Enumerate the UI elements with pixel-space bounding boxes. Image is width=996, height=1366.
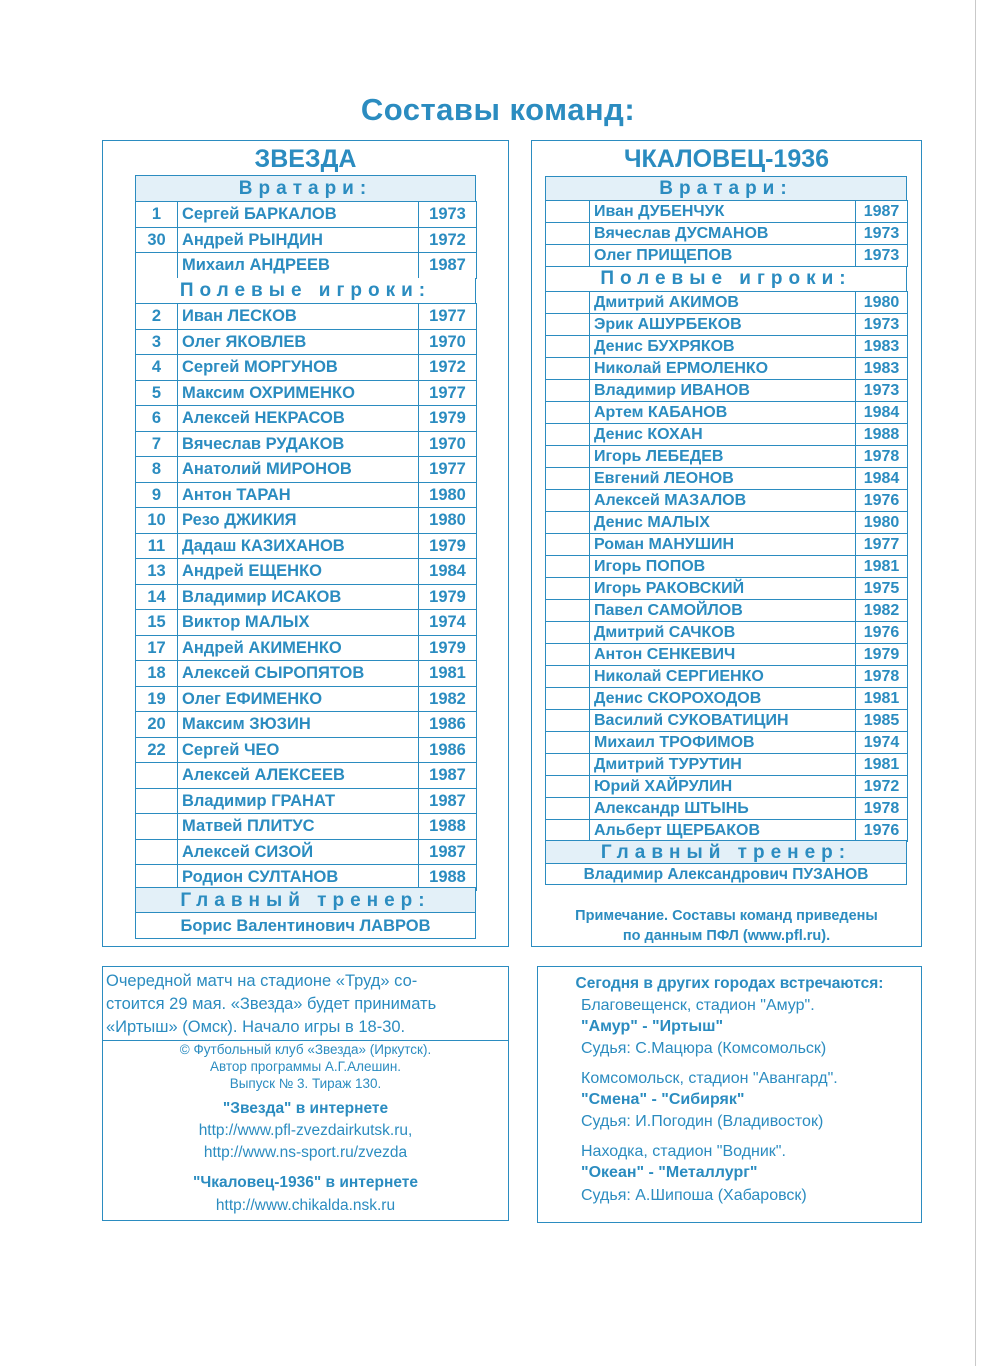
- player-name: Игорь ЛЕБЕДЕВ: [590, 446, 856, 468]
- player-name: Алексей СЫРОПЯТОВ: [178, 661, 419, 687]
- next-match-line2: стоится 29 мая. «Звезда» будет принимать: [106, 995, 437, 1013]
- chkalovets-coach-name: Владимир Александрович ПУЗАНОВ: [545, 863, 907, 885]
- player-name: Вячеслав РУДАКОВ: [178, 431, 419, 457]
- player-number: [546, 512, 590, 534]
- player-birth-year: 1979: [419, 635, 477, 661]
- player-number: 30: [136, 227, 178, 253]
- player-name: Роман МАНУШИН: [590, 534, 856, 556]
- player-name: Андрей РЫНДИН: [178, 227, 419, 253]
- player-birth-year: 1973: [856, 245, 908, 267]
- player-row: [546, 710, 908, 732]
- player-row: [546, 380, 908, 402]
- player-name: Михаил АНДРЕЕВ: [178, 253, 419, 279]
- match-3-referee: Судья: А.Шипоша (Хабаровск): [581, 1187, 807, 1204]
- info-divider: [102, 1040, 509, 1041]
- page-edge: [975, 0, 976, 1366]
- player-birth-year: 1976: [856, 490, 908, 512]
- player-birth-year: 1978: [856, 798, 908, 820]
- zvezda-url1[interactable]: http://www.pfl-zvezdairkutsk.ru,: [198, 1122, 413, 1139]
- player-birth-year: 1986: [419, 737, 477, 763]
- player-name: Дадаш КАЗИХАНОВ: [178, 533, 419, 559]
- chkalovets-team-title: ЧКАЛОВЕЦ-1936: [623, 145, 830, 173]
- player-number: 3: [136, 329, 178, 355]
- player-number: 22: [136, 737, 178, 763]
- zvezda-field-header: Полевые игроки:: [135, 278, 476, 304]
- player-birth-year: 1976: [856, 820, 908, 842]
- zvezda-coach-name: Борис Валентинович ЛАВРОВ: [135, 912, 476, 939]
- player-birth-year: 1979: [419, 406, 477, 432]
- chkalovets-note-line2: по данным ПФЛ (www.pfl.ru).: [622, 928, 831, 944]
- player-number: [546, 292, 590, 314]
- issue-line: Выпуск № 3. Тираж 130.: [229, 1076, 382, 1091]
- player-name: Иван ЛЕСКОВ: [178, 304, 419, 330]
- player-birth-year: 1972: [856, 776, 908, 798]
- player-number: 8: [136, 457, 178, 483]
- player-number: [546, 622, 590, 644]
- player-number: [546, 358, 590, 380]
- player-birth-year: 1983: [856, 336, 908, 358]
- player-number: 15: [136, 610, 178, 636]
- match-1-venue: Благовещенск, стадион "Амур".: [581, 997, 815, 1014]
- next-match-line1: Очередной матч на стадионе «Труд» со-: [106, 972, 418, 990]
- match-3-teams: "Океан" - "Металлург": [581, 1164, 758, 1181]
- player-birth-year: 1972: [419, 227, 477, 253]
- player-birth-year: 1977: [419, 457, 477, 483]
- player-row: [136, 406, 477, 432]
- player-number: [546, 314, 590, 336]
- player-birth-year: 1976: [856, 622, 908, 644]
- player-birth-year: 1975: [856, 578, 908, 600]
- player-row: [136, 788, 477, 814]
- player-row: [546, 534, 908, 556]
- player-row: [546, 688, 908, 710]
- player-birth-year: 1980: [856, 292, 908, 314]
- player-number: [136, 788, 178, 814]
- player-birth-year: 1981: [856, 556, 908, 578]
- player-birth-year: 1980: [856, 512, 908, 534]
- player-row: [136, 610, 477, 636]
- zvezda-field-table: [135, 303, 477, 891]
- player-row: [546, 512, 908, 534]
- player-number: 13: [136, 559, 178, 585]
- player-row: [546, 556, 908, 578]
- player-number: [546, 201, 590, 223]
- player-name: Денис СКОРОХОДОВ: [590, 688, 856, 710]
- player-name: Артем КАБАНОВ: [590, 402, 856, 424]
- player-name: Андрей АКИМЕНКО: [178, 635, 419, 661]
- player-birth-year: 1973: [419, 202, 477, 228]
- player-name: Андрей ЕЩЕНКО: [178, 559, 419, 585]
- chkalovets-goalkeepers-table: [545, 200, 908, 267]
- player-name: Михаил ТРОФИМОВ: [590, 732, 856, 754]
- player-name: Дмитрий АКИМОВ: [590, 292, 856, 314]
- copyright-line: © Футбольный клуб «Звезда» (Иркутск).: [179, 1042, 432, 1057]
- player-row: [136, 431, 477, 457]
- player-name: Родион СУЛТАНОВ: [178, 865, 419, 891]
- player-birth-year: 1984: [419, 559, 477, 585]
- player-name: Владимир ИВАНОВ: [590, 380, 856, 402]
- player-name: Иван ДУБЕНЧУК: [590, 201, 856, 223]
- player-birth-year: 1987: [419, 253, 477, 279]
- player-birth-year: 1984: [856, 402, 908, 424]
- player-birth-year: 1981: [856, 754, 908, 776]
- chkalovets-web-title: "Чкаловец-1936" в интернете: [193, 1174, 418, 1191]
- player-birth-year: 1970: [419, 329, 477, 355]
- player-number: 6: [136, 406, 178, 432]
- player-number: [546, 732, 590, 754]
- player-name: Матвей ПЛИТУС: [178, 814, 419, 840]
- player-name: Игорь ПОПОВ: [590, 556, 856, 578]
- player-birth-year: 1987: [419, 788, 477, 814]
- page-title: Составы команд:: [360, 92, 636, 127]
- player-number: 14: [136, 584, 178, 610]
- player-row: [546, 622, 908, 644]
- zvezda-goalkeepers-table: [135, 201, 477, 279]
- player-name: Сергей БАРКАЛОВ: [178, 202, 419, 228]
- player-row: [546, 402, 908, 424]
- player-number: [546, 710, 590, 732]
- player-name: Николай ЕРМОЛЕНКО: [590, 358, 856, 380]
- player-birth-year: 1973: [856, 223, 908, 245]
- player-birth-year: 1984: [856, 468, 908, 490]
- player-birth-year: 1988: [856, 424, 908, 446]
- player-birth-year: 1979: [419, 533, 477, 559]
- player-number: [546, 336, 590, 358]
- next-match-line3: «Иртыш» (Омск). Начало игры в 18-30.: [106, 1018, 406, 1036]
- player-birth-year: 1986: [419, 712, 477, 738]
- player-number: [546, 776, 590, 798]
- player-number: 4: [136, 355, 178, 381]
- player-number: [546, 245, 590, 267]
- player-birth-year: 1988: [419, 814, 477, 840]
- player-name: Василий СУКОВАТИЦИН: [590, 710, 856, 732]
- player-row: [546, 223, 908, 245]
- player-name: Александр ШТЫНЬ: [590, 798, 856, 820]
- player-number: [546, 223, 590, 245]
- player-row: [136, 559, 477, 585]
- player-birth-year: 1973: [856, 380, 908, 402]
- chkalovets-url[interactable]: http://www.chikalda.nsk.ru: [215, 1197, 396, 1214]
- player-number: 7: [136, 431, 178, 457]
- player-name: Дмитрий ТУРУТИН: [590, 754, 856, 776]
- zvezda-web-title: "Звезда" в интернете: [222, 1100, 389, 1117]
- player-birth-year: 1981: [856, 688, 908, 710]
- zvezda-team-title: ЗВЕЗДА: [254, 145, 357, 173]
- player-number: [136, 253, 178, 279]
- player-number: 5: [136, 380, 178, 406]
- player-birth-year: 1972: [419, 355, 477, 381]
- player-number: [546, 556, 590, 578]
- player-row: [546, 292, 908, 314]
- player-birth-year: 1970: [419, 431, 477, 457]
- author-line: Автор программы А.Г.Алешин.: [209, 1059, 402, 1074]
- player-name: Евгений ЛЕОНОВ: [590, 468, 856, 490]
- player-number: 9: [136, 482, 178, 508]
- player-name: Денис КОХАН: [590, 424, 856, 446]
- player-name: Максим ОХРИМЕНКО: [178, 380, 419, 406]
- player-row: [136, 457, 477, 483]
- player-row: [546, 732, 908, 754]
- player-birth-year: 1985: [856, 710, 908, 732]
- chkalovets-field-header: Полевые игроки:: [545, 267, 907, 292]
- player-name: Сергей МОРГУНОВ: [178, 355, 419, 381]
- player-row: [136, 584, 477, 610]
- player-birth-year: 1979: [419, 584, 477, 610]
- player-number: 17: [136, 635, 178, 661]
- player-row: [136, 661, 477, 687]
- player-name: Алексей МАЗАЛОВ: [590, 490, 856, 512]
- player-name: Владимир ИСАКОВ: [178, 584, 419, 610]
- player-row: [546, 446, 908, 468]
- player-birth-year: 1979: [856, 644, 908, 666]
- player-row: [136, 814, 477, 840]
- player-birth-year: 1981: [419, 661, 477, 687]
- player-row: [136, 839, 477, 865]
- player-row: [136, 202, 477, 228]
- player-row: [546, 468, 908, 490]
- player-number: 11: [136, 533, 178, 559]
- player-name: Алексей СИЗОЙ: [178, 839, 419, 865]
- player-row: [546, 201, 908, 223]
- player-name: Вячеслав ДУСМАНОВ: [590, 223, 856, 245]
- player-number: [546, 820, 590, 842]
- player-name: Павел САМОЙЛОВ: [590, 600, 856, 622]
- player-birth-year: 1973: [856, 314, 908, 336]
- player-birth-year: 1980: [419, 482, 477, 508]
- match-1-teams: "Амур" - "Иртыш": [581, 1018, 724, 1035]
- player-name: Максим ЗЮЗИН: [178, 712, 419, 738]
- player-number: [546, 600, 590, 622]
- zvezda-url2[interactable]: http://www.ns-sport.ru/zvezda: [203, 1144, 408, 1161]
- player-birth-year: 1987: [419, 839, 477, 865]
- player-number: 18: [136, 661, 178, 687]
- player-number: [546, 798, 590, 820]
- player-row: [136, 355, 477, 381]
- chkalovets-note-line1: Примечание. Составы команд приведены: [575, 908, 878, 924]
- player-row: [546, 666, 908, 688]
- player-number: 1: [136, 202, 178, 228]
- player-number: [546, 490, 590, 512]
- player-name: Виктор МАЛЫХ: [178, 610, 419, 636]
- player-name: Алексей НЕКРАСОВ: [178, 406, 419, 432]
- player-number: [546, 644, 590, 666]
- player-row: [136, 686, 477, 712]
- player-name: Антон СЕНКЕВИЧ: [590, 644, 856, 666]
- player-birth-year: 1977: [419, 304, 477, 330]
- player-row: [136, 253, 477, 279]
- player-number: [136, 839, 178, 865]
- player-number: 20: [136, 712, 178, 738]
- player-row: [136, 304, 477, 330]
- chkalovets-field-table: [545, 291, 908, 842]
- player-birth-year: 1980: [419, 508, 477, 534]
- player-name: Олег ЯКОВЛЕВ: [178, 329, 419, 355]
- player-row: [546, 490, 908, 512]
- player-name: Дмитрий САЧКОВ: [590, 622, 856, 644]
- player-birth-year: 1982: [856, 600, 908, 622]
- player-row: [546, 754, 908, 776]
- player-number: [546, 578, 590, 600]
- player-number: [546, 468, 590, 490]
- player-name: Игорь РАКОВСКИЙ: [590, 578, 856, 600]
- player-birth-year: 1974: [419, 610, 477, 636]
- player-number: 2: [136, 304, 178, 330]
- player-name: Эрик АШУРБЕКОВ: [590, 314, 856, 336]
- player-birth-year: 1978: [856, 666, 908, 688]
- player-row: [546, 578, 908, 600]
- player-name: Юрий ХАЙРУЛИН: [590, 776, 856, 798]
- player-name: Анатолий МИРОНОВ: [178, 457, 419, 483]
- player-name: Резо ДЖИКИЯ: [178, 508, 419, 534]
- player-row: [546, 336, 908, 358]
- player-name: Альберт ЩЕРБАКОВ: [590, 820, 856, 842]
- player-number: [546, 380, 590, 402]
- player-row: [546, 358, 908, 380]
- zvezda-goalkeepers-header: Вратари:: [135, 175, 476, 202]
- player-name: Владимир ГРАНАТ: [178, 788, 419, 814]
- player-number: [546, 534, 590, 556]
- player-row: [136, 227, 477, 253]
- player-number: [546, 446, 590, 468]
- chkalovets-coach-header: Главный тренер:: [545, 840, 907, 864]
- player-name: Николай СЕРГИЕНКО: [590, 666, 856, 688]
- other-matches-title: Сегодня в других городах встречаются:: [575, 975, 884, 992]
- player-name: Сергей ЧЕО: [178, 737, 419, 763]
- player-birth-year: 1988: [419, 865, 477, 891]
- match-3-venue: Находка, стадион "Водник".: [581, 1143, 786, 1160]
- player-row: [136, 635, 477, 661]
- player-row: [136, 712, 477, 738]
- player-number: 19: [136, 686, 178, 712]
- player-number: 10: [136, 508, 178, 534]
- match-2-venue: Комсомольск, стадион "Авангард".: [581, 1070, 838, 1087]
- player-name: Денис БУХРЯКОВ: [590, 336, 856, 358]
- player-name: Алексей АЛЕКСЕЕВ: [178, 763, 419, 789]
- zvezda-coach-header: Главный тренер:: [135, 887, 476, 913]
- player-number: [546, 666, 590, 688]
- player-birth-year: 1987: [856, 201, 908, 223]
- player-birth-year: 1982: [419, 686, 477, 712]
- match-1-referee: Судья: С.Мацюра (Комсомольск): [581, 1040, 827, 1057]
- match-2-referee: Судья: И.Погодин (Владивосток): [581, 1113, 824, 1130]
- player-birth-year: 1977: [856, 534, 908, 556]
- player-row: [136, 329, 477, 355]
- player-birth-year: 1978: [856, 446, 908, 468]
- player-row: [546, 798, 908, 820]
- player-number: [546, 754, 590, 776]
- player-name: Антон ТАРАН: [178, 482, 419, 508]
- player-row: [136, 508, 477, 534]
- match-2-teams: "Смена" - "Сибиряк": [581, 1091, 745, 1108]
- player-row: [136, 380, 477, 406]
- player-row: [546, 644, 908, 666]
- player-birth-year: 1987: [419, 763, 477, 789]
- player-row: [546, 820, 908, 842]
- player-row: [136, 482, 477, 508]
- chkalovets-goalkeepers-header: Вратари:: [545, 176, 907, 201]
- player-birth-year: 1983: [856, 358, 908, 380]
- player-row: [546, 424, 908, 446]
- player-row: [136, 737, 477, 763]
- player-row: [546, 245, 908, 267]
- player-birth-year: 1974: [856, 732, 908, 754]
- player-name: Олег ПРИЩЕПОВ: [590, 245, 856, 267]
- player-row: [546, 600, 908, 622]
- player-row: [546, 776, 908, 798]
- player-number: [546, 402, 590, 424]
- player-number: [546, 424, 590, 446]
- player-name: Денис МАЛЫХ: [590, 512, 856, 534]
- player-name: Олег ЕФИМЕНКО: [178, 686, 419, 712]
- player-number: [136, 814, 178, 840]
- player-birth-year: 1977: [419, 380, 477, 406]
- player-row: [136, 763, 477, 789]
- player-number: [546, 688, 590, 710]
- player-row: [546, 314, 908, 336]
- player-number: [136, 763, 178, 789]
- player-row: [136, 533, 477, 559]
